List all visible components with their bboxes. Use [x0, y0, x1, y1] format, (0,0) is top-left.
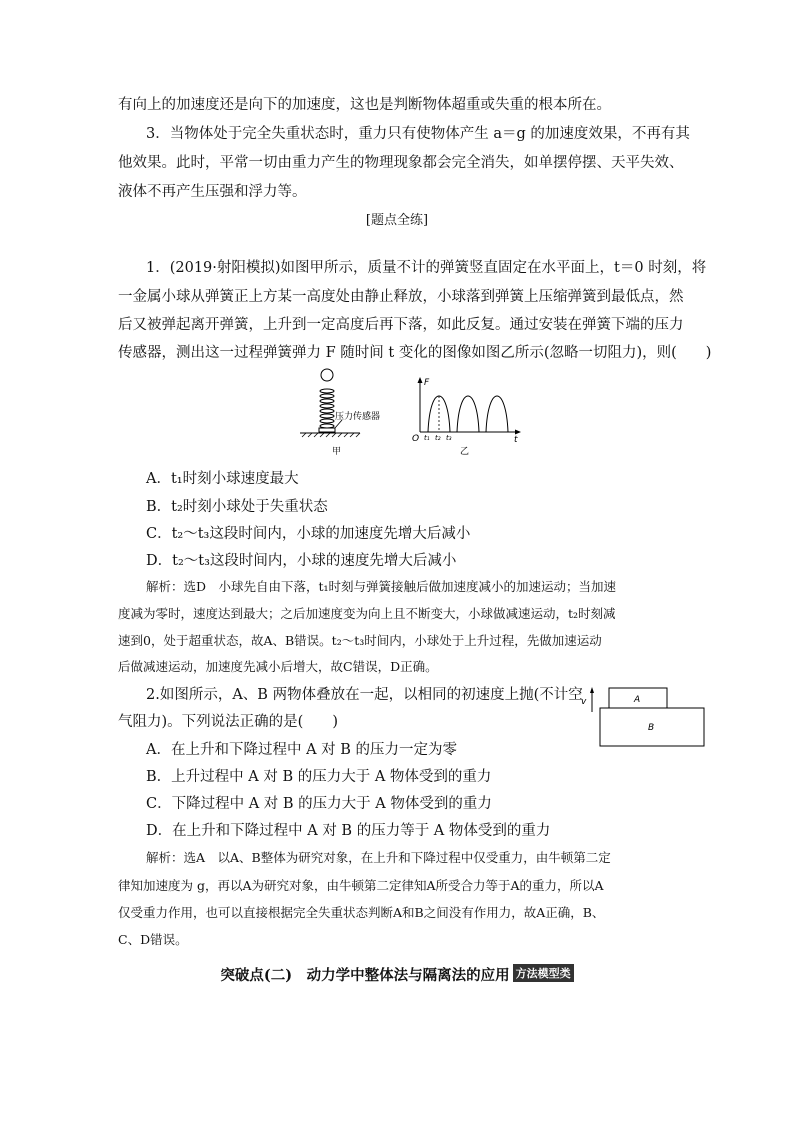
- q1-line: 1．(2019·射阳模拟)如图甲所示，质量不计的弹簧竖直固定在水平面上，t＝0 时刻，将: [146, 260, 707, 276]
- caption-jia: 甲: [332, 447, 342, 457]
- q1-line: 一金属小球从弹簧正上方某一高度处由静止释放，小球落到弹簧上压缩弹簧到最低点，然: [118, 289, 684, 305]
- q2-analysis: 解析：选A 以A、B整体为研究对象，在上升和下降过程中仅受重力，由牛顿第二定: [146, 850, 611, 865]
- q2-line: 2.如图所示，A、B 两物体叠放在一起，以相同的初速度上抛(不计空: [146, 687, 583, 703]
- q1-figure: [290, 362, 530, 462]
- q2-analysis: 仅受重力作用，也可以直接根据完全失重状态判断A和B之间没有作用力，故A正确，B、: [118, 905, 605, 920]
- q2-option: D．在上升和下降过程中 A 对 B 的压力等于 A 物体受到的重力: [146, 823, 551, 839]
- text-line: 他效果。此时，平常一切由重力产生的物理现象都会完全消失，如单摆停摆、天平失效、: [118, 155, 684, 171]
- q1-option: A．t₁时刻小球速度最大: [146, 471, 299, 487]
- pressure-sensor: [319, 428, 335, 432]
- velocity-label: v: [581, 697, 587, 707]
- spring: [320, 389, 334, 428]
- q2-analysis: C、D错误。: [118, 932, 188, 947]
- q2-line: 气阻力)。下列说法正确的是( ): [118, 714, 338, 730]
- force-arch-2: [457, 396, 479, 432]
- q2-option: C．下降过程中 A 对 B 的压力大于 A 物体受到的重力: [146, 796, 492, 812]
- axis-t-label: t: [514, 435, 518, 445]
- q2-option: A．在上升和下降过程中 A 对 B 的压力一定为零: [146, 742, 458, 758]
- q2-option: B．上升过程中 A 对 B 的压力大于 A 物体受到的重力: [146, 769, 492, 785]
- force-arch-3: [486, 396, 508, 432]
- t1-label: t₁: [424, 434, 430, 442]
- section-heading: [0, 964, 794, 985]
- block-b-label: B: [648, 723, 655, 733]
- q1-analysis: 后做减速运动，加速度先减小后增大，故C错误，D正确。: [118, 659, 438, 674]
- t2-label: t₂: [435, 434, 441, 442]
- text-line: 3．当物体处于完全失重状态时，重力只有使物体产生 a＝g 的加速度效果，不再有其: [146, 126, 690, 142]
- q1-analysis: 度减为零时，速度达到最大；之后加速度变为向上且不断变大，小球做减速运动，t₂时刻减: [118, 606, 616, 621]
- axis-f-label: F: [424, 378, 430, 388]
- q1-line: 传感器，测出这一过程弹簧弹力 F 随时间 t 变化的图像如图乙所示(忽略一切阻力)，则( ): [118, 345, 712, 361]
- section-title: [题点全练]: [365, 213, 429, 228]
- q2-figure: [580, 682, 710, 752]
- sensor-label: 压力传感器: [335, 412, 381, 422]
- q1-analysis: 速到0，处于超重状态，故A、B错误。t₂～t₃时间内，小球处于上升过程，先做加速运动: [118, 633, 602, 648]
- q1-option: C．t₂～t₃这段时间内，小球的加速度先增大后减小: [146, 526, 471, 542]
- t3-label: t₃: [446, 434, 452, 442]
- section-heading-title: 突破点(二) 动力学中整体法与隔离法的应用: [220, 967, 510, 984]
- q1-line: 后又被弹起离开弹簧，上升到一定高度后再下落，如此反复。通过安装在弹簧下端的压力: [118, 317, 684, 333]
- origin-label: O: [412, 434, 420, 444]
- block-a-label: A: [634, 695, 641, 705]
- caption-yi: 乙: [460, 447, 470, 457]
- q2-analysis: 律知加速度为 g，再以A为研究对象，由牛顿第二定律知A所受合力等于A的重力，所以A: [118, 878, 604, 893]
- ball: [321, 369, 333, 381]
- q1-option: D．t₂～t₃这段时间内，小球的速度先增大后减小: [146, 553, 457, 569]
- text-line: 液体不再产生压强和浮力等。: [118, 184, 307, 200]
- q1-analysis: 解析：选D 小球先自由下落，t₁时刻与弹簧接触后做加速度减小的加速运动；当加速: [146, 579, 617, 594]
- q1-option: B．t₂时刻小球处于失重状态: [146, 499, 328, 515]
- section-badge: 方法模型类: [513, 964, 574, 982]
- text-line: 有向上的加速度还是向下的加速度，这也是判断物体超重或失重的根本所在。: [118, 97, 611, 113]
